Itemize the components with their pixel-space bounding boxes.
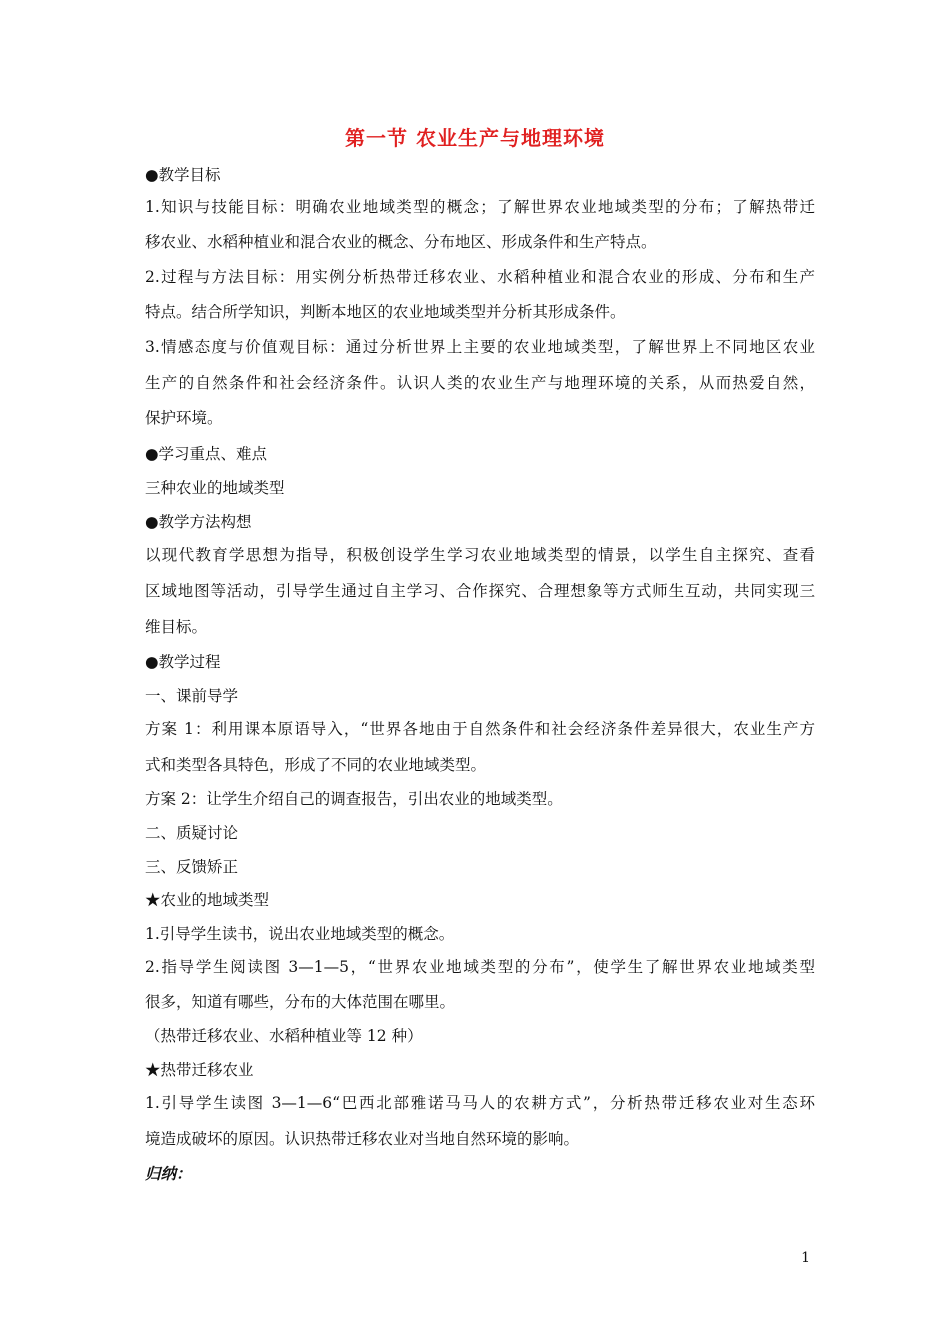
page-number: 1 — [801, 1250, 810, 1266]
paragraph-line: （热带迁移农业、水稻种植业等 12 种） — [145, 1027, 423, 1045]
paragraph-line: 以现代教育学思想为指导，积极创设学生学习农业地域类型的情景，以学生自主探究、查看 — [145, 546, 815, 564]
subsection-heading: ★热带迁移农业 — [145, 1061, 254, 1079]
heading-key-points: ●学习重点、难点 — [145, 445, 268, 463]
summary-label: 归纳： — [145, 1164, 192, 1183]
paragraph-line: 维目标。 — [145, 618, 208, 636]
paragraph-line: 保护环境。 — [145, 409, 223, 427]
paragraph-line: 很多，知道有哪些，分布的大体范围在哪里。 — [145, 993, 456, 1011]
paragraph-line: 方案 1：利用课本原语导入，“世界各地由于自然条件和社会经济条件差异很大，农业生产方 — [145, 720, 815, 738]
paragraph-line: 方案 2：让学生介绍自己的调查报告，引出农业的地域类型。 — [145, 790, 563, 808]
heading-teaching-goals: ●教学目标 — [145, 166, 221, 184]
paragraph-line: 2.过程与方法目标：用实例分析热带迁移农业、水稻种植业和混合农业的形成、分布和生产 — [145, 268, 815, 286]
heading-teaching-method: ●教学方法构想 — [145, 513, 252, 531]
paragraph-line: 式和类型各具特色，形成了不同的农业地域类型。 — [145, 756, 487, 774]
paragraph-line: 1.知识与技能目标：明确农业地域类型的概念；了解世界农业地域类型的分布；了解热带迁 — [145, 198, 815, 216]
paragraph-line: 特点。结合所学知识，判断本地区的农业地域类型并分析其形成条件。 — [145, 303, 626, 321]
paragraph-line: 境造成破坏的原因。认识热带迁移农业对当地自然环境的影响。 — [145, 1130, 580, 1148]
section-heading: 三、反馈矫正 — [145, 858, 239, 876]
paragraph-line: 1.引导学生读图 3—1—6“巴西北部雅诺马马人的农耕方式”，分析热带迁移农业对生态环 — [145, 1094, 815, 1112]
paragraph-line: 生产的自然条件和社会经济条件。认识人类的农业生产与地理环境的关系，从而热爱自然， — [145, 374, 815, 392]
subsection-heading: ★农业的地域类型 — [145, 891, 270, 909]
heading-teaching-process: ●教学过程 — [145, 653, 221, 671]
section-heading: 一、课前导学 — [145, 687, 239, 705]
section-heading: 二、质疑讨论 — [145, 824, 239, 842]
paragraph-line: 3.情感态度与价值观目标：通过分析世界上主要的农业地域类型，了解世界上不同地区农业 — [145, 338, 815, 356]
paragraph-line: 2.指导学生阅读图 3—1—5，“世界农业地域类型的分布”，使学生了解世界农业地域类型 — [145, 958, 815, 976]
paragraph-line: 三种农业的地域类型 — [145, 479, 285, 497]
paragraph-line: 移农业、水稻种植业和混合农业的概念、分布地区、形成条件和生产特点。 — [145, 233, 657, 251]
paragraph-line: 1.引导学生读书，说出农业地域类型的概念。 — [145, 925, 455, 943]
document-title: 第一节 农业生产与地理环境 — [345, 126, 605, 150]
paragraph-line: 区域地图等活动，引导学生通过自主学习、合作探究、合理想象等方式师生互动，共同实现三 — [145, 582, 815, 600]
